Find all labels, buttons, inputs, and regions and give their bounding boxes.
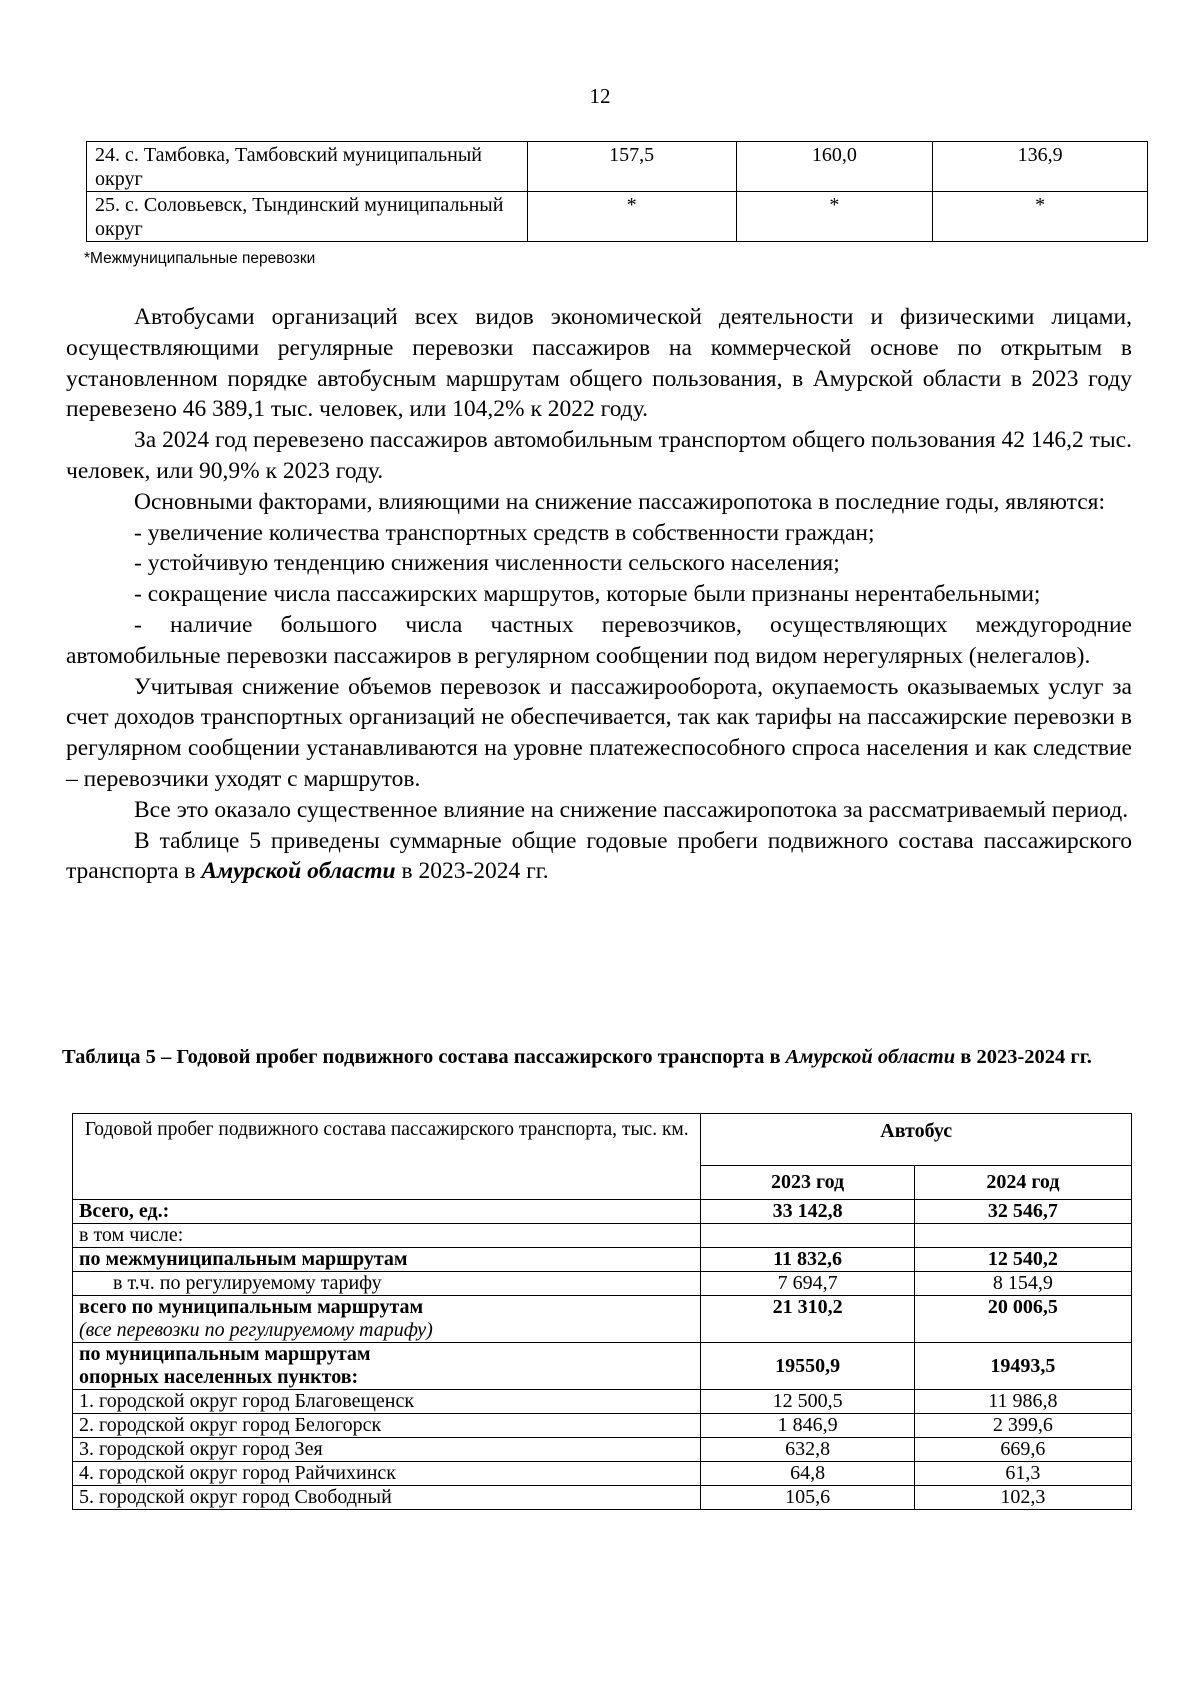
value-cell — [701, 1224, 914, 1248]
row-label-cell — [73, 1296, 701, 1343]
value-cell: 11 832,6 — [701, 1248, 914, 1272]
row-sublabel: опорных населенных пунктов: — [79, 1366, 359, 1388]
mileage-table — [72, 1113, 1132, 1510]
emphasis-region: Амурской области — [201, 858, 396, 885]
list-item: - сокращение числа пассажирских маршрутов, которые были признаны нерентабельными; — [134, 581, 1041, 608]
row-label: всего по муниципальным маршрутам — [79, 1296, 424, 1318]
table-row — [73, 1224, 1132, 1248]
value-cell — [914, 1224, 1131, 1248]
table-row — [73, 1414, 1132, 1438]
paragraph: За 2024 год перевезено пассажиров автомобильным транспортом общего пользования 42 146,2 тыс. человек, или 90,9% к 2023 году. — [66, 427, 1132, 484]
value-cell: 136,9 — [933, 142, 1148, 192]
value-cell: 105,6 — [701, 1486, 914, 1510]
value-cell: 8 154,9 — [914, 1272, 1131, 1296]
value-cell: 12 500,5 — [701, 1390, 914, 1414]
row-label: 4. городской округ город Райчихинск — [73, 1462, 701, 1486]
text-span: в 2023-2024 гг. — [395, 858, 549, 885]
value-cell: 61,3 — [914, 1462, 1131, 1486]
value-cell: 160,0 — [736, 142, 933, 192]
table-caption — [62, 1044, 1136, 1070]
caption-text: Таблица 5 – Годовой пробег подвижного состава пассажирского транспорта в — [62, 1046, 786, 1068]
body-text — [66, 302, 1132, 887]
table-row — [73, 1248, 1132, 1272]
caption-text: в 2023-2024 гг. — [955, 1046, 1092, 1068]
value-cell: 12 540,2 — [914, 1248, 1131, 1272]
list-item: - наличие большого числа частных перевозчиков, осуществляющих междугородние автомобильные перевозки пассажиров в регулярном сообщении под видом нерегулярных (нелегалов). — [66, 611, 1132, 669]
paragraph: Учитывая снижение объемов перевозок и пассажирооборота, окупаемость оказываемых услуг за счет доходов транспортных организаций не обеспечивается, так как тарифы на пассажирские перевозки в регулярном сообщении устанавливаются на уровне платежеспособного спроса населения и как следствие – перевозчики уходят с маршрутов. — [66, 673, 1132, 792]
text-span: В таблице 5 приведены суммарные общие годовые пробеги подвижного состава пассажирского транспорта в — [66, 827, 1132, 885]
settlements-table — [86, 141, 1148, 242]
value-cell: 1 846,9 — [701, 1414, 914, 1438]
table-row — [73, 1200, 1132, 1224]
value-cell: 102,3 — [914, 1486, 1131, 1510]
row-label-cell — [73, 1343, 701, 1390]
value-cell: 7 694,7 — [701, 1272, 914, 1296]
value-cell: 32 546,7 — [914, 1200, 1131, 1224]
table-row — [87, 142, 1148, 192]
caption-emphasis: Амурской области — [785, 1046, 956, 1068]
value-cell: 19550,9 — [701, 1343, 914, 1390]
paragraph: Все это оказало существенное влияние на снижение пассажиропотока за рассматриваемый период. — [134, 796, 1129, 823]
value-cell: 33 142,8 — [701, 1200, 914, 1224]
table-row — [73, 1438, 1132, 1462]
paragraph: Автобусами организаций всех видов экономической деятельности и физическими лицами, осуществляющими регулярные перевозки пассажиров на коммерческой основе по открытым в установленном порядке автобусным маршрутам общего пользования, в Амурской области в 2023 году перевезено 46 389,1 тыс. человек, или 104,2% к 2022 году. — [66, 304, 1132, 423]
header-label: Годовой пробег подвижного состава пассажирского транспорта, тыс. км. — [73, 1114, 701, 1200]
row-label: в т.ч. по регулируемому тарифу — [73, 1272, 701, 1296]
paragraph: Основными факторами, влияющими на снижение пассажиропотока в последние годы, являются: — [134, 488, 1105, 515]
value-cell: * — [736, 192, 933, 242]
row-label: 3. городской округ город Зея — [73, 1438, 701, 1462]
table-row — [87, 192, 1148, 242]
row-label: по межмуниципальным маршрутам — [73, 1248, 701, 1272]
settlement-name: 25. с. Соловьевск, Тындинский муниципальный округ — [87, 192, 528, 242]
row-label: 2. городской округ город Белогорск — [73, 1414, 701, 1438]
value-cell: 632,8 — [701, 1438, 914, 1462]
value-cell: 669,6 — [914, 1438, 1131, 1462]
value-cell: 64,8 — [701, 1462, 914, 1486]
table-row — [73, 1343, 1132, 1390]
year-header: 2024 год — [914, 1166, 1131, 1200]
value-cell: 157,5 — [527, 142, 736, 192]
value-cell: 19493,5 — [914, 1343, 1131, 1390]
list-item: - увеличение количества транспортных средств в собственности граждан; — [134, 519, 875, 546]
table-row — [73, 1390, 1132, 1414]
year-header: 2023 год — [701, 1166, 914, 1200]
value-cell: 20 006,5 — [914, 1296, 1131, 1343]
table-row — [73, 1272, 1132, 1296]
row-label: 1. городской округ город Благовещенск — [73, 1390, 701, 1414]
value-cell: 2 399,6 — [914, 1414, 1131, 1438]
row-sublabel: (все перевозки по регулируемому тарифу) — [79, 1319, 433, 1341]
value-cell: * — [527, 192, 736, 242]
value-cell: * — [933, 192, 1148, 242]
row-label: в том числе: — [73, 1224, 701, 1248]
header-row — [73, 1114, 1132, 1166]
value-cell: 21 310,2 — [701, 1296, 914, 1343]
group-header: Автобус — [701, 1114, 1132, 1166]
table-row — [73, 1486, 1132, 1510]
settlement-name: 24. с. Тамбовка, Тамбовский муниципальный округ — [87, 142, 528, 192]
value-cell: 11 986,8 — [914, 1390, 1131, 1414]
list-item: - устойчивую тенденцию снижения численности сельского населения; — [134, 550, 840, 577]
row-label: 5. городской округ город Свободный — [73, 1486, 701, 1510]
table-row — [73, 1296, 1132, 1343]
row-label: по муниципальным маршрутам — [79, 1343, 371, 1365]
paragraph-table-intro — [66, 826, 1132, 888]
table-footnote: *Межмуниципальные перевозки — [84, 250, 316, 267]
table-row — [73, 1462, 1132, 1486]
page-number: 12 — [589, 84, 611, 108]
row-label: Всего, ед.: — [73, 1200, 701, 1224]
